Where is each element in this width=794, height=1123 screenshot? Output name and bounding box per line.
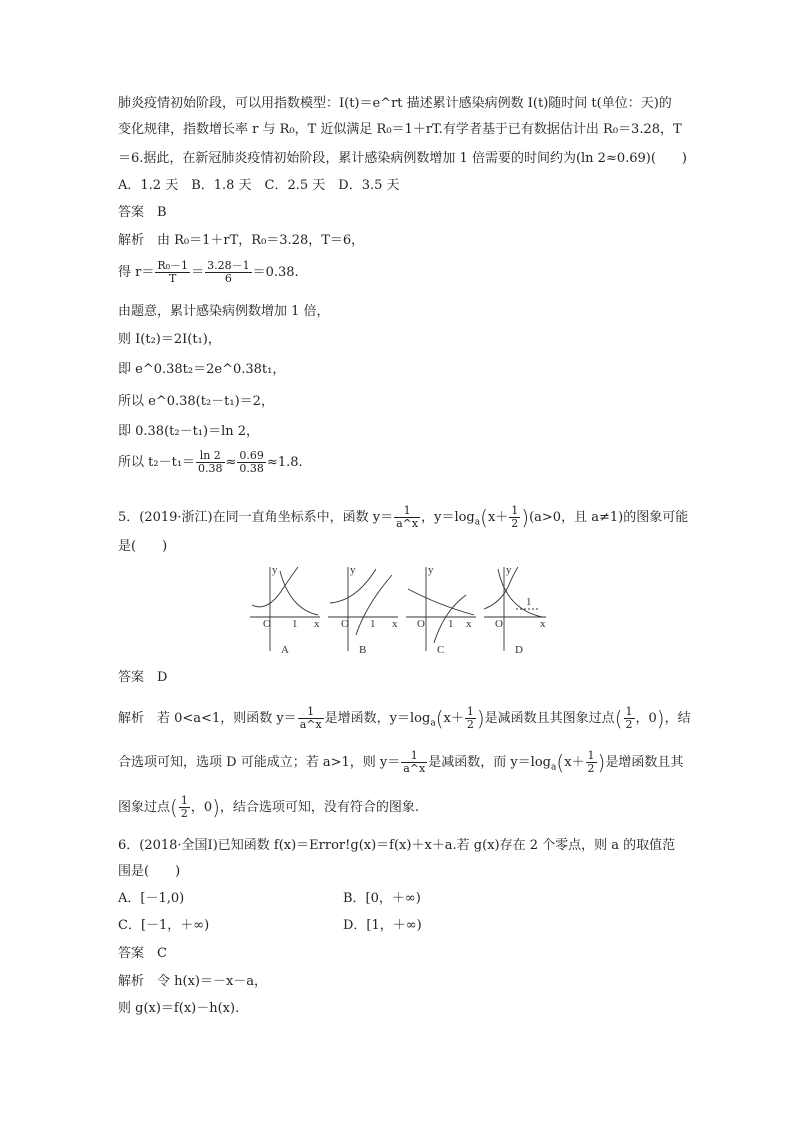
fraction-numerator: 1	[394, 505, 420, 518]
axis-y-label: y	[506, 565, 512, 576]
fraction-r-value	[205, 260, 252, 285]
graph-d	[484, 565, 546, 656]
intro-solution-8	[118, 450, 303, 475]
origin-label: O	[341, 618, 349, 630]
origin-label: O	[263, 618, 271, 630]
fraction-denominator: a^x	[396, 517, 419, 530]
point-tail: ，0	[190, 800, 213, 815]
intro-line-2: 变化规律，指数增长率 r 与 R₀，T 近似满足 R₀＝1＋rT.有学者基于已有数据估计出 R₀＝3.28，T	[118, 122, 682, 137]
intro-solution-4: 则 I(t₂)＝2I(t₁)，	[118, 332, 221, 347]
intro-solution-1: 解析 由 R₀＝1＋rT，R₀＝3.28，T＝6，	[118, 233, 365, 248]
fraction-denominator: 6	[224, 272, 232, 285]
fraction-numerator: 3.28－1	[207, 259, 250, 272]
graph-b	[328, 565, 398, 656]
curve	[280, 571, 318, 615]
fraction-denominator: 0.38	[239, 462, 264, 475]
sol2-equals: ＝	[191, 265, 205, 280]
q5-sol3-a: 图象过点	[118, 800, 171, 815]
tick-1-label: 1	[370, 618, 376, 630]
intro-answer: 答案 B	[118, 205, 167, 220]
intro-solution-6: 所以 e^0.38(t₂－t₁)＝2，	[118, 394, 274, 409]
q5-stem-a: 5．(2019·浙江)在同一直角坐标系中，函数 y＝	[118, 510, 394, 525]
q5-stem-d: (a>0，且 a≠1)的图象可能	[529, 510, 689, 525]
fraction-half	[509, 505, 520, 530]
q5-sol3-b: ，结合选项可知，没有符合的图象.	[219, 800, 420, 815]
fraction-numerator: 1	[511, 504, 519, 517]
q5-stem-c: x＋	[487, 510, 509, 525]
intro-line-1: 肺炎疫情初始阶段，可以用指数模型：I(t)＝e^rt 描述累计感染病例数 I(t)随时间 t(单位：天)的	[118, 96, 672, 111]
q6-option-a: A．[－1,0)	[118, 891, 185, 906]
fraction-069	[237, 450, 266, 475]
curve	[408, 589, 474, 615]
q5-stem-line-2: 是( )	[118, 539, 168, 554]
fraction-denominator: 2	[180, 807, 188, 820]
fraction-1-over-ax	[298, 706, 324, 731]
q6-answer: 答案 C	[118, 946, 167, 961]
intro-line-3: ＝6.据此，在新冠肺炎疫情初始阶段，累计感染病例数增加 1 倍需要的时间约为(ln 2≈0.69)( )	[118, 151, 687, 166]
q5-sol2-a: 合选项可知，选项 D 可能成立；若 a>1，则 y＝	[118, 755, 401, 770]
intro-solution-2	[118, 260, 299, 285]
fraction-half	[586, 750, 597, 775]
origin-label: O	[495, 618, 503, 630]
fraction-numerator: ln 2	[196, 450, 225, 463]
tick-1-label: 1	[292, 618, 298, 630]
fraction-ln2	[196, 450, 225, 475]
q6-solution-2: 则 g(x)＝f(x)－h(x).	[118, 1001, 240, 1016]
sol8-result: ≈1.8.	[266, 455, 303, 470]
q5-solution-line-3: 图象过点( $\frac{1}{2}$ ，0)，结合选项可知，没有符合的图象.	[118, 794, 420, 820]
q6-stem-line-1: 6．(2018·全国Ⅰ)已知函数 f(x)＝Error!g(x)＝f(x)＋x＋a.若 g(x)存在 2 个零点，则 a 的取值范	[118, 838, 676, 853]
q6-option-d: D．[1，＋∞)	[343, 918, 422, 933]
fraction-half	[624, 706, 635, 731]
point-tail: ，0	[635, 711, 657, 726]
q5-stem-b: ，y＝log	[421, 510, 475, 525]
axis-x-label: x	[392, 618, 398, 630]
fraction-r	[155, 260, 190, 285]
fraction-denominator: 2	[587, 762, 595, 775]
fraction-numerator: 1	[298, 706, 324, 719]
tick-1-label: 1	[448, 618, 454, 630]
fraction-numerator: 1	[401, 750, 427, 763]
q5-solution-line-1: 解析 若 0<a<1，则函数 y＝ $\frac{1}{a\^{}x}$ 是增函数，$y=\log_a(x+$ $\frac{1}{2}$ )是减函数且其图象过点( $\frac{1}{2}$ ，0)，结	[118, 705, 691, 731]
fraction-denominator: 2	[511, 517, 519, 530]
sol8-approx: ≈	[225, 455, 237, 470]
origin-label: O	[417, 618, 425, 630]
q5-sol1-d: ，结	[664, 711, 691, 726]
q5-solution-line-2: 合选项可知，选项 D 可能成立；若 a>1，则 y＝ $\frac{1}{a\^{}x}$ 是减函数，而 $y=\log_a(x+$ $\frac{1}{2}$ )是增函数且其	[118, 749, 684, 775]
fraction-denominator: T	[169, 272, 177, 285]
q5-sol2-c: 是增函数且其	[605, 755, 684, 770]
fraction-numerator: 1	[180, 794, 188, 807]
fraction-1-over-ax	[401, 750, 427, 775]
graph-label-d: D	[515, 644, 523, 656]
q6-option-c: C．[－1，＋∞)	[118, 918, 210, 933]
q5-answer: 答案 D	[118, 670, 168, 685]
log-base: a	[474, 517, 481, 528]
q5-stem-line-1: 5．(2019·浙江)在同一直角坐标系中，函数 y＝ $\frac{1}{a\^{}x}$ ，$y=\log_a(x+$ $\frac{1}{2}$ )(a>0，且 a≠1)的图象可能	[118, 504, 689, 530]
q6-solution-1: 解析 令 h(x)＝－x－a，	[118, 974, 268, 989]
intro-solution-3: 由题意，累计感染病例数增加 1 倍，	[118, 304, 330, 319]
q5-sol2-b: 是减函数，而 y＝log	[428, 755, 551, 770]
q5-sol1-a: 解析 若 0<a<1，则函数 y＝	[118, 711, 297, 726]
fraction-numerator: 1	[625, 705, 633, 718]
log-base: a	[430, 718, 436, 729]
log-argument: x＋	[564, 755, 585, 770]
fraction-numerator: R₀－1	[157, 259, 189, 272]
intro-solution-7: 即 0.38(t₂－t₁)＝ln 2，	[118, 424, 260, 439]
fraction-half	[179, 795, 190, 820]
q6-option-b: B．[0，＋∞)	[343, 891, 421, 906]
fraction-denominator: a^x	[403, 762, 426, 775]
q6-stem-line-2: 围是( )	[118, 864, 181, 879]
sol2-prefix: 得 r＝	[118, 265, 155, 280]
axis-y-label: y	[350, 565, 356, 576]
fraction-denominator: 0.38	[198, 462, 223, 475]
graph-label-b: B	[359, 644, 367, 656]
fraction-numerator: 0.69	[239, 449, 264, 462]
fraction-half	[465, 706, 476, 731]
intro-solution-5: 即 e^0.38t₂＝2e^0.38t₁，	[118, 362, 286, 377]
axis-y-label: y	[272, 565, 278, 576]
log-base: a	[551, 762, 557, 773]
q5-sol1-b: 是增函数，y＝log	[324, 711, 431, 726]
fraction-1-over-ax	[394, 505, 420, 530]
fraction-denominator: a^x	[299, 718, 322, 731]
axis-x-label: x	[314, 618, 320, 630]
q5-sol1-c: 是减函数且其图象过点	[484, 711, 615, 726]
graph-label-a: A	[281, 644, 289, 656]
fraction-numerator: 1	[587, 749, 595, 762]
fraction-denominator: 2	[466, 718, 474, 731]
q5-option-graphs	[248, 565, 548, 657]
axis-y-label: y	[428, 565, 434, 576]
axis-x-label: x	[466, 618, 472, 630]
log-argument: x＋	[443, 711, 464, 726]
graph-a	[250, 565, 320, 656]
intro-options: A．1.2 天 B．1.8 天 C．2.5 天 D．3.5 天	[118, 178, 400, 193]
curve	[484, 567, 518, 609]
tick-1-label: 1	[526, 596, 532, 608]
fraction-numerator: 1	[466, 705, 474, 718]
fraction-denominator: 2	[625, 718, 633, 731]
graph-c	[406, 565, 476, 656]
sol8-prefix: 所以 t₂－t₁＝	[118, 455, 196, 470]
graph-label-c: C	[437, 644, 445, 656]
axis-x-label: x	[540, 618, 546, 630]
sol2-result: ＝0.38.	[252, 265, 299, 280]
